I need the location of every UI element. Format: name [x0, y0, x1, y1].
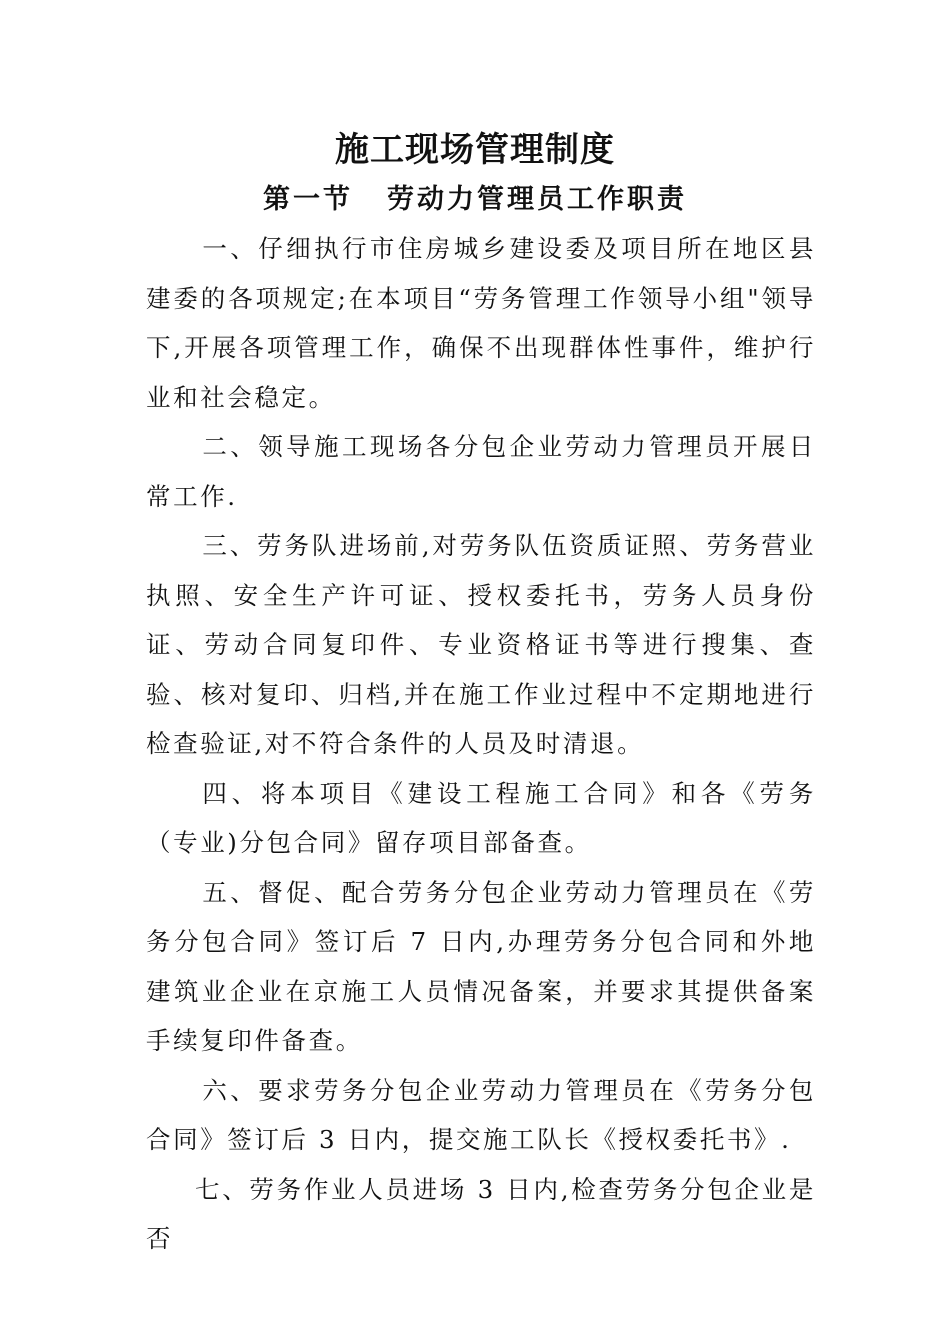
paragraph-3: 三、劳务队进场前,对劳务队伍资质证照、劳务营业执照、安全生产许可证、授权委托书，劳务人员身份证、劳动合同复印件、专业资格证书等进行搜集、查验、核对复印、归档,并在施工作业过程中不定期地进行检查验证,对不符合条件的人员及时清退。	[146, 531, 816, 758]
paragraph-4: 四、将本项目《建设工程施工合同》和各《劳务（专业)分包合同》留存项目部备查。	[146, 778, 816, 857]
paragraph-5: 五、督促、配合劳务分包企业劳动力管理员在《劳务分包合同》签订后 7 日内,办理劳务分包合同和外地建筑业企业在京施工人员情况备案，并要求其提供备案手续复印件备查。	[146, 877, 816, 1055]
paragraph-1: 一、仔细执行市住房城乡建设委及项目所在地区县建委的各项规定;在本项目“劳务管理工作领导小组"领导下,开展各项管理工作，确保不出现群体性事件，维护行业和社会稳定。	[146, 234, 816, 412]
paragraph-2: 二、领导施工现场各分包企业劳动力管理员开展日常工作.	[146, 432, 816, 511]
paragraph-7: 七、劳务作业人员进场 3 日内,检查劳务分包企业是否	[146, 1174, 816, 1253]
section-title	[0, 176, 950, 224]
document-body	[146, 224, 816, 1264]
paragraph-6: 六、要求劳务分包企业劳动力管理员在《劳务分包合同》签订后 3 日内，提交施工队长《授权委托书》.	[146, 1075, 816, 1154]
section-number: 第一节	[263, 184, 353, 215]
section-heading-text: 劳动力管理员工作职责	[387, 184, 687, 215]
document-title: 施工现场管理制度	[335, 130, 615, 170]
